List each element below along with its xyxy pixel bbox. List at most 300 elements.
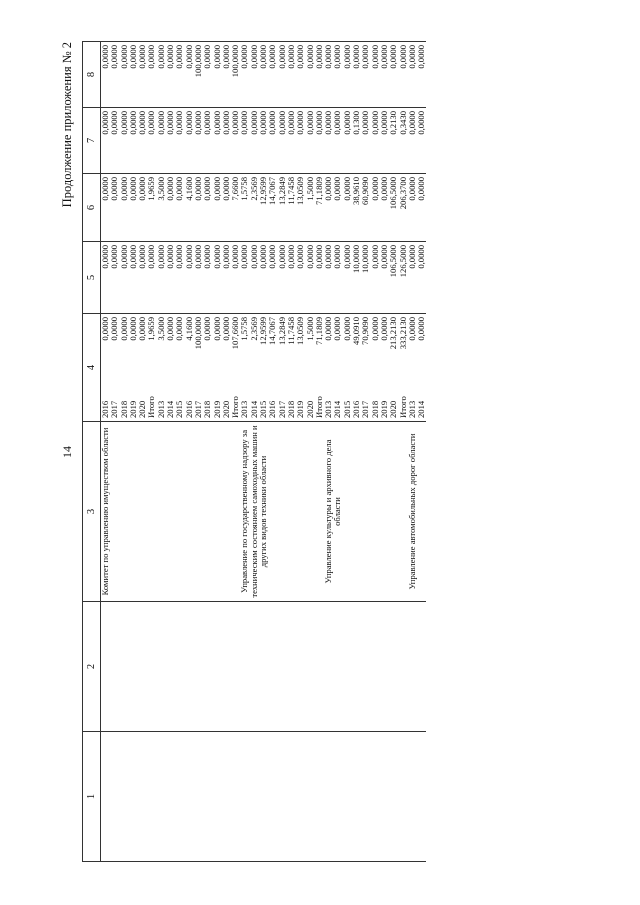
value-cell-col8: 0,0000 bbox=[333, 42, 342, 108]
value-cell-col4: 0,0000 bbox=[174, 317, 185, 341]
organization-name: Управление культуры и архивного дела области bbox=[324, 422, 408, 602]
year-cell: 2016 bbox=[101, 386, 111, 422]
col-header-4: 4 bbox=[83, 314, 101, 422]
cell-col2 bbox=[250, 602, 259, 732]
value-cell-col4: 0,0000 bbox=[165, 317, 176, 341]
cell-col1 bbox=[157, 732, 166, 862]
appendix-caption: Продолжение приложения № 2 bbox=[60, 42, 74, 208]
cell-col1 bbox=[417, 732, 426, 862]
value-cell-col5: 0,0000 bbox=[157, 242, 166, 314]
cell-col2 bbox=[101, 602, 111, 732]
cell-col2 bbox=[343, 602, 352, 732]
value-cell-col4: 213,2130 bbox=[388, 317, 399, 350]
table-row bbox=[240, 42, 249, 862]
value-cell-col7: 0,0000 bbox=[417, 108, 426, 174]
year-cell: 2014 bbox=[333, 386, 342, 422]
value-cell-col5: 0,0000 bbox=[185, 242, 194, 314]
value-cell-col8: 0,0000 bbox=[389, 42, 398, 108]
value-cell-col6: 2,3569 bbox=[250, 174, 259, 242]
value-cell-col5: 0,0000 bbox=[287, 242, 296, 314]
value-cell-col7: 0,0000 bbox=[101, 108, 111, 174]
value-cell-col8: 0,0000 bbox=[222, 42, 231, 108]
value-cell-col7: 0,0000 bbox=[268, 108, 277, 174]
value-cell-col8: 0,0000 bbox=[110, 42, 119, 108]
value-cell-col4: 0,0000 bbox=[332, 317, 343, 341]
value-cell-col5: 0,0000 bbox=[268, 242, 277, 314]
value-cell-col4: 71,1809 bbox=[313, 317, 324, 345]
value-cell-col7: 0,0000 bbox=[185, 108, 194, 174]
value-cell-col4: 13,0509 bbox=[295, 317, 306, 345]
value-cell-col8: 0,0000 bbox=[240, 42, 249, 108]
cell-col1 bbox=[380, 732, 389, 862]
value-cell-col6: 0,0000 bbox=[417, 174, 426, 242]
value-cell-col6: 206,3700 bbox=[399, 174, 408, 242]
value-cell-col6: 0,0000 bbox=[138, 174, 147, 242]
value-cell-col4: 2,3569 bbox=[248, 317, 259, 341]
value-cell-col7: 0,0000 bbox=[371, 108, 380, 174]
year-cell: 2020 bbox=[138, 386, 147, 422]
value-cell-col8: 0,0000 bbox=[278, 42, 287, 108]
value-cell-col5: 126,5000 bbox=[399, 242, 408, 314]
year-cell: Итого bbox=[315, 386, 324, 422]
cell-col2 bbox=[157, 602, 166, 732]
cell-col2 bbox=[194, 602, 203, 732]
value-cell-col4: 0,0000 bbox=[406, 317, 417, 341]
value-cell-col5: 0,0000 bbox=[371, 242, 380, 314]
cell-col2 bbox=[333, 602, 342, 732]
value-cell-col5: 0,0000 bbox=[324, 242, 333, 314]
value-cell-col8: 0,0000 bbox=[129, 42, 138, 108]
value-cell-col4: 0,0000 bbox=[378, 317, 389, 341]
value-cell-col8: 0,0000 bbox=[175, 42, 184, 108]
value-cell-col5: 0,0000 bbox=[110, 242, 119, 314]
cell-col1 bbox=[278, 732, 287, 862]
year-cell: 2014 bbox=[166, 386, 175, 422]
value-cell-col6: 0,0000 bbox=[213, 174, 222, 242]
value-cell-col8: 100,0000 bbox=[194, 42, 203, 108]
year-cell: 2015 bbox=[343, 386, 352, 422]
year-cell: 2018 bbox=[371, 386, 380, 422]
year-cell: Итого bbox=[399, 386, 408, 422]
cell-col2 bbox=[380, 602, 389, 732]
organization-name: Управление автомобильных дорог области bbox=[408, 422, 427, 602]
cell-col1 bbox=[343, 732, 352, 862]
value-cell-col7: 0,0000 bbox=[408, 108, 417, 174]
cell-col2 bbox=[185, 602, 194, 732]
value-cell-col4: 13,2849 bbox=[276, 317, 287, 345]
cell-col2 bbox=[296, 602, 305, 732]
cell-col1 bbox=[250, 732, 259, 862]
value-cell-col4: 12,9599 bbox=[258, 317, 269, 345]
value-cell-col4: 49,0910 bbox=[351, 317, 362, 345]
value-cell-col7: 0,0000 bbox=[138, 108, 147, 174]
value-cell-col5: 0,0000 bbox=[306, 242, 315, 314]
table-row bbox=[101, 42, 111, 862]
year-cell: 2013 bbox=[324, 386, 333, 422]
year-cell: 2018 bbox=[203, 386, 212, 422]
value-cell-col6: 0,0000 bbox=[333, 174, 342, 242]
value-cell-col8: 0,0000 bbox=[213, 42, 222, 108]
value-cell-col7: 0,0000 bbox=[147, 108, 156, 174]
value-cell-col8: 0,0000 bbox=[185, 42, 194, 108]
cell-col1 bbox=[138, 732, 147, 862]
cell-col1 bbox=[203, 732, 212, 862]
col-header-7: 7 bbox=[83, 108, 101, 174]
cell-col1 bbox=[408, 732, 417, 862]
cell-col2 bbox=[110, 602, 119, 732]
value-cell-col7: 0,0000 bbox=[129, 108, 138, 174]
page-number: 14 bbox=[60, 446, 74, 458]
cell-col1 bbox=[287, 732, 296, 862]
cell-col1 bbox=[110, 732, 119, 862]
value-cell-col4: 0,0000 bbox=[341, 317, 352, 341]
cell-col1 bbox=[231, 732, 240, 862]
value-cell-col8: 0,0000 bbox=[315, 42, 324, 108]
value-cell-col8: 0,0000 bbox=[138, 42, 147, 108]
year-cell: 2014 bbox=[250, 386, 259, 422]
cell-col1 bbox=[268, 732, 277, 862]
cell-col2 bbox=[175, 602, 184, 732]
value-cell-col6: 0,0000 bbox=[371, 174, 380, 242]
value-cell-col6: 12,9599 bbox=[259, 174, 268, 242]
value-cell-col5: 0,0000 bbox=[278, 242, 287, 314]
cell-col2 bbox=[408, 602, 417, 732]
value-cell-col6: 7,6600 bbox=[231, 174, 240, 242]
year-cell: 2019 bbox=[129, 386, 138, 422]
value-cell-col6: 0,0000 bbox=[324, 174, 333, 242]
value-cell-col7: 0,0000 bbox=[278, 108, 287, 174]
value-cell-col7: 0,0000 bbox=[324, 108, 333, 174]
value-cell-col5: 0,0000 bbox=[203, 242, 212, 314]
cell-col2 bbox=[278, 602, 287, 732]
value-cell-col8: 0,0000 bbox=[101, 42, 111, 108]
value-cell-col6: 38,9610 bbox=[352, 174, 361, 242]
year-cell: 2016 bbox=[352, 386, 361, 422]
value-cell-col5: 0,0000 bbox=[296, 242, 305, 314]
value-cell-col7: 0,0000 bbox=[333, 108, 342, 174]
value-cell-col6: 0,0000 bbox=[166, 174, 175, 242]
cell-col2 bbox=[287, 602, 296, 732]
value-cell-col6: 1,5000 bbox=[306, 174, 315, 242]
value-cell-col7: 0,0000 bbox=[222, 108, 231, 174]
value-cell-col7: 0,0000 bbox=[120, 108, 129, 174]
value-cell-col6: 3,5000 bbox=[157, 174, 166, 242]
value-cell-col5: 0,0000 bbox=[213, 242, 222, 314]
value-cell-col6: 11,7458 bbox=[287, 174, 296, 242]
cell-col1 bbox=[129, 732, 138, 862]
value-cell-col6: 14,7067 bbox=[268, 174, 277, 242]
cell-col1 bbox=[352, 732, 361, 862]
value-cell-col5: 0,0000 bbox=[231, 242, 240, 314]
value-cell-col8: 0,0000 bbox=[120, 42, 129, 108]
value-cell-col6: 0,0000 bbox=[129, 174, 138, 242]
value-cell-col4: 14,7067 bbox=[267, 317, 278, 345]
value-cell-col4: 0,0000 bbox=[323, 317, 334, 341]
value-cell-col5: 0,0000 bbox=[333, 242, 342, 314]
value-cell-col5: 0,0000 bbox=[315, 242, 324, 314]
year-cell: 2016 bbox=[185, 386, 194, 422]
cell-col2 bbox=[417, 602, 426, 732]
cell-col1 bbox=[185, 732, 194, 862]
value-cell-col8: 0,0000 bbox=[306, 42, 315, 108]
table-body bbox=[101, 42, 427, 862]
year-cell: 2016 bbox=[268, 386, 277, 422]
cell-col2 bbox=[240, 602, 249, 732]
cell-col1 bbox=[240, 732, 249, 862]
value-cell-col6: 1,9659 bbox=[147, 174, 156, 242]
value-cell-col4: 0,0000 bbox=[100, 317, 110, 341]
year-cell: 2017 bbox=[361, 386, 370, 422]
value-cell-col6: 0,0000 bbox=[343, 174, 352, 242]
cell-col1 bbox=[296, 732, 305, 862]
value-cell-col8: 0,0000 bbox=[250, 42, 259, 108]
value-cell-col8: 0,0000 bbox=[399, 42, 408, 108]
cell-col2 bbox=[138, 602, 147, 732]
value-cell-col5: 0,0000 bbox=[120, 242, 129, 314]
cell-col2 bbox=[268, 602, 277, 732]
value-cell-col6: 60,9090 bbox=[361, 174, 370, 242]
value-cell-col4: 0,0000 bbox=[220, 317, 231, 341]
value-cell-col8: 0,0000 bbox=[166, 42, 175, 108]
organization-name: Комитет по управлению имуществом области bbox=[101, 422, 241, 602]
value-cell-col5: 0,0000 bbox=[194, 242, 203, 314]
value-cell-col5: 0,0000 bbox=[147, 242, 156, 314]
value-cell-col5: 106,5000 bbox=[389, 242, 398, 314]
cell-col2 bbox=[166, 602, 175, 732]
value-cell-col8: 0,0000 bbox=[287, 42, 296, 108]
value-cell-col6: 13,0509 bbox=[296, 174, 305, 242]
year-cell: 2020 bbox=[222, 386, 231, 422]
value-cell-col7: 0,0000 bbox=[361, 108, 370, 174]
value-cell-col4: 0,0000 bbox=[109, 317, 120, 341]
value-cell-col4: 0,0000 bbox=[416, 317, 427, 341]
cell-col1 bbox=[120, 732, 129, 862]
value-cell-col6: 0,0000 bbox=[120, 174, 129, 242]
cell-col2 bbox=[352, 602, 361, 732]
year-cell: 2020 bbox=[389, 386, 398, 422]
year-cell: 2013 bbox=[240, 386, 249, 422]
value-cell-col8: 0,0000 bbox=[324, 42, 333, 108]
value-cell-col7: 0,0000 bbox=[287, 108, 296, 174]
rotated-document-page bbox=[60, 42, 580, 862]
cell-col1 bbox=[259, 732, 268, 862]
cell-col1 bbox=[324, 732, 333, 862]
value-cell-col7: 0,0000 bbox=[250, 108, 259, 174]
cell-col2 bbox=[315, 602, 324, 732]
value-cell-col4: 0,0000 bbox=[369, 317, 380, 341]
value-cell-col6: 0,0000 bbox=[380, 174, 389, 242]
value-cell-col8: 0,0000 bbox=[371, 42, 380, 108]
value-cell-col4: 100,0000 bbox=[192, 317, 203, 350]
cell-col1 bbox=[213, 732, 222, 862]
cell-col2 bbox=[222, 602, 231, 732]
organization-name: Управление по государственному надзору за техническим состоянием самоходных машин и других видов техники области bbox=[240, 422, 324, 602]
value-cell-col8: 0,0000 bbox=[203, 42, 212, 108]
value-cell-col7: 0,0000 bbox=[175, 108, 184, 174]
cell-col1 bbox=[306, 732, 315, 862]
cell-col1 bbox=[371, 732, 380, 862]
col-header-8: 8 bbox=[83, 42, 101, 108]
value-cell-col7: 0,2130 bbox=[389, 108, 398, 174]
cell-col2 bbox=[259, 602, 268, 732]
value-cell-col8: 100,0000 bbox=[231, 42, 240, 108]
value-cell-col7: 0,0000 bbox=[166, 108, 175, 174]
value-cell-col5: 0,0000 bbox=[380, 242, 389, 314]
value-cell-col8: 0,0000 bbox=[380, 42, 389, 108]
year-cell: 2019 bbox=[213, 386, 222, 422]
cell-col2 bbox=[147, 602, 156, 732]
value-cell-col6: 0,0000 bbox=[222, 174, 231, 242]
cell-col2 bbox=[306, 602, 315, 732]
year-cell: 2017 bbox=[194, 386, 203, 422]
budget-table bbox=[82, 41, 426, 862]
value-cell-col6: 0,0000 bbox=[203, 174, 212, 242]
value-cell-col6: 0,0000 bbox=[101, 174, 111, 242]
col-header-1: 1 bbox=[83, 732, 101, 862]
value-cell-col6: 106,5000 bbox=[389, 174, 398, 242]
value-cell-col8: 0,0000 bbox=[259, 42, 268, 108]
value-cell-col6: 0,0000 bbox=[408, 174, 417, 242]
value-cell-col4: 1,5758 bbox=[239, 317, 250, 341]
value-cell-col7: 0,0000 bbox=[343, 108, 352, 174]
value-cell-col8: 0,0000 bbox=[417, 42, 426, 108]
col-header-6: 6 bbox=[83, 174, 101, 242]
value-cell-col5: 0,0000 bbox=[240, 242, 249, 314]
cell-col1 bbox=[389, 732, 398, 862]
cell-col2 bbox=[231, 602, 240, 732]
value-cell-col4: 0,0000 bbox=[137, 317, 148, 341]
value-cell-col7: 0,0000 bbox=[315, 108, 324, 174]
year-cell: 2018 bbox=[287, 386, 296, 422]
cell-col2 bbox=[213, 602, 222, 732]
year-cell: 2015 bbox=[175, 386, 184, 422]
year-cell: 2017 bbox=[278, 386, 287, 422]
value-cell-col8: 0,0000 bbox=[157, 42, 166, 108]
value-cell-col5: 0,0000 bbox=[175, 242, 184, 314]
value-cell-col4: 1,5000 bbox=[304, 317, 315, 341]
year-cell: 2013 bbox=[408, 386, 417, 422]
cell-col1 bbox=[147, 732, 156, 862]
value-cell-col5: 0,0000 bbox=[129, 242, 138, 314]
cell-col1 bbox=[399, 732, 408, 862]
value-cell-col6: 13,2849 bbox=[278, 174, 287, 242]
col-header-5: 5 bbox=[83, 242, 101, 314]
year-cell: 2017 bbox=[110, 386, 119, 422]
value-cell-col4: 0,0000 bbox=[118, 317, 129, 341]
cell-col2 bbox=[203, 602, 212, 732]
value-cell-col4: 107,6600 bbox=[230, 317, 241, 350]
value-cell-col5: 0,0000 bbox=[408, 242, 417, 314]
value-cell-col4: 0,0000 bbox=[202, 317, 213, 341]
value-cell-col7: 0,0000 bbox=[203, 108, 212, 174]
cell-col1 bbox=[194, 732, 203, 862]
year-cell: 2013 bbox=[157, 386, 166, 422]
col-header-3: 3 bbox=[83, 422, 101, 602]
value-cell-col4: 4,1600 bbox=[183, 317, 194, 341]
value-cell-col4: 1,9659 bbox=[146, 317, 157, 341]
year-cell: Итого bbox=[231, 386, 240, 422]
value-cell-col7: 0,0000 bbox=[240, 108, 249, 174]
value-cell-col5: 0,0000 bbox=[166, 242, 175, 314]
value-cell-col7: 0,1300 bbox=[352, 108, 361, 174]
cell-col1 bbox=[166, 732, 175, 862]
col-header-2: 2 bbox=[83, 602, 101, 732]
value-cell-col5: 0,0000 bbox=[101, 242, 111, 314]
value-cell-col8: 0,0000 bbox=[361, 42, 370, 108]
value-cell-col5: 0,0000 bbox=[259, 242, 268, 314]
value-cell-col7: 0,0000 bbox=[110, 108, 119, 174]
value-cell-col7: 0,0000 bbox=[259, 108, 268, 174]
value-cell-col6: 0,0000 bbox=[194, 174, 203, 242]
cell-col1 bbox=[222, 732, 231, 862]
cell-col1 bbox=[333, 732, 342, 862]
year-cell: 2019 bbox=[380, 386, 389, 422]
value-cell-col6: 0,0000 bbox=[175, 174, 184, 242]
value-cell-col8: 0,0000 bbox=[352, 42, 361, 108]
value-cell-col7: 0,0000 bbox=[213, 108, 222, 174]
value-cell-col4: 11,7458 bbox=[285, 317, 296, 345]
cell-col1 bbox=[361, 732, 370, 862]
year-cell: 2018 bbox=[120, 386, 129, 422]
value-cell-col7: 0,0000 bbox=[380, 108, 389, 174]
value-cell-col4: 3,5000 bbox=[155, 317, 166, 341]
year-cell: Итого bbox=[147, 386, 156, 422]
value-cell-col6: 4,1600 bbox=[185, 174, 194, 242]
year-cell: 2015 bbox=[259, 386, 268, 422]
value-cell-col4: 0,0000 bbox=[127, 317, 138, 341]
value-cell-col5: 10,0000 bbox=[361, 242, 370, 314]
value-cell-col6: 1,5758 bbox=[240, 174, 249, 242]
value-cell-col6: 0,0000 bbox=[110, 174, 119, 242]
value-cell-col5: 0,0000 bbox=[250, 242, 259, 314]
table-row bbox=[408, 42, 417, 862]
value-cell-col5: 10,0000 bbox=[352, 242, 361, 314]
value-cell-col8: 0,0000 bbox=[268, 42, 277, 108]
cell-col2 bbox=[361, 602, 370, 732]
year-cell: 2020 bbox=[306, 386, 315, 422]
value-cell-col4: 333,2130 bbox=[397, 317, 408, 350]
cell-col2 bbox=[371, 602, 380, 732]
value-cell-col4: 70,9090 bbox=[360, 317, 371, 345]
cell-col1 bbox=[315, 732, 324, 862]
cell-col1 bbox=[175, 732, 184, 862]
value-cell-col8: 0,0000 bbox=[408, 42, 417, 108]
cell-col2 bbox=[324, 602, 333, 732]
value-cell-col7: 0,0000 bbox=[296, 108, 305, 174]
cell-col1 bbox=[101, 732, 111, 862]
value-cell-col5: 0,0000 bbox=[222, 242, 231, 314]
value-cell-col8: 0,0000 bbox=[296, 42, 305, 108]
cell-col2 bbox=[399, 602, 408, 732]
value-cell-col4: 0,0000 bbox=[211, 317, 222, 341]
value-cell-col6: 71,1809 bbox=[315, 174, 324, 242]
value-cell-col7: 0,0000 bbox=[194, 108, 203, 174]
value-cell-col8: 0,0000 bbox=[147, 42, 156, 108]
table-header bbox=[83, 42, 101, 862]
table-row bbox=[324, 42, 333, 862]
value-cell-col5: 0,0000 bbox=[343, 242, 352, 314]
value-cell-col5: 0,0000 bbox=[417, 242, 426, 314]
year-cell: 2019 bbox=[296, 386, 305, 422]
value-cell-col7: 0,0000 bbox=[157, 108, 166, 174]
year-cell: 2014 bbox=[417, 386, 426, 422]
value-cell-col7: 0,0000 bbox=[306, 108, 315, 174]
value-cell-col8: 0,0000 bbox=[343, 42, 352, 108]
cell-col2 bbox=[120, 602, 129, 732]
value-cell-col7: 0,3430 bbox=[399, 108, 408, 174]
cell-col2 bbox=[129, 602, 138, 732]
cell-col2 bbox=[389, 602, 398, 732]
